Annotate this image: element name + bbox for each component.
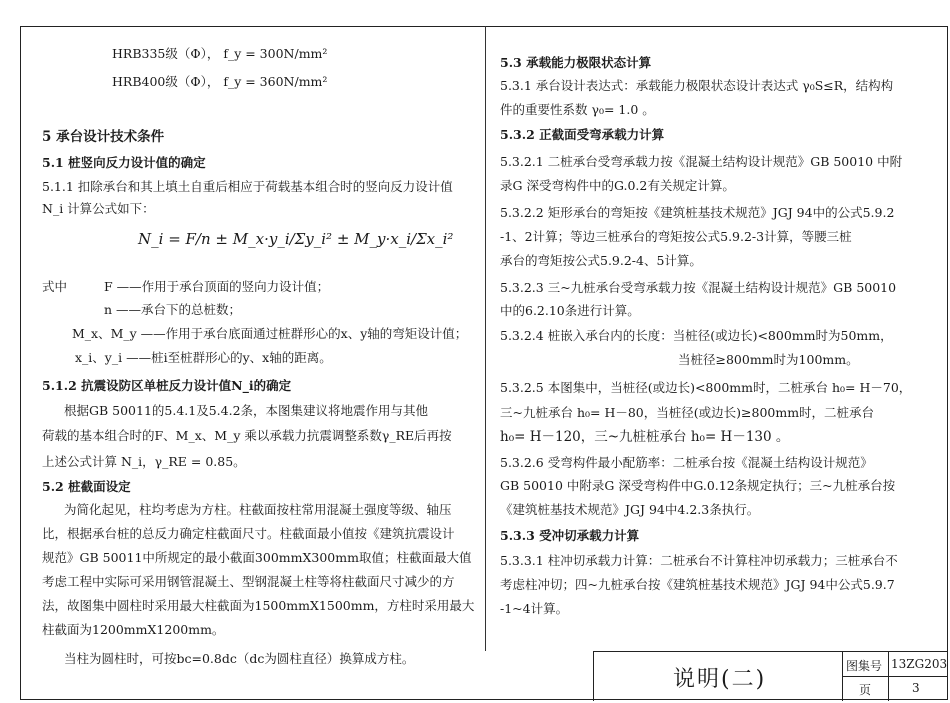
para-5-3-3-1-a: 5.3.3.1 柱冲切承载力计算：二桩承台不计算柱冲切承载力；三桩承台不 xyxy=(500,553,898,568)
atlas-number-label: 图集号 xyxy=(846,659,883,673)
para-5-3-2-1-a: 5.3.2.1 二桩承台受弯承载力按《混凝土结构设计规范》GB 50010 中附 xyxy=(500,154,903,169)
def-F: F ——作用于承台顶面的竖向力设计值； xyxy=(104,279,330,294)
para-5-2-e: 法，故图集中圆柱时采用最大柱截面为1500mmX1500mm，方柱时采用最大 xyxy=(42,598,475,613)
para-5-3-1-b: 件的重要性系数 γ₀= 1.0 。 xyxy=(500,102,655,117)
para-5-2-a: 为简化起见，柱均考虑为方柱。柱截面按柱常用混凝土强度等级、轴压 xyxy=(64,502,452,517)
page-number: 3 xyxy=(912,681,920,695)
section-5-1-2-heading: 5.1.2 抗震设防区单桩反力设计值N_i的确定 xyxy=(42,378,292,393)
sheet-title: 说明(二) xyxy=(673,667,767,692)
steel-grade-hrb335: HRB335级（Φ）， f_y = 300N/mm² xyxy=(112,46,328,61)
para-5-1-2-b: 荷载的基本组合时的F、M_x、M_y 乘以承载力抗震调整系数γ_RE后再按 xyxy=(42,428,452,443)
para-5-3-2-5-b: 三~九桩承台 h₀= H－80，当桩径(或边长)≥800mm时，二桩承台 xyxy=(500,405,875,420)
para-5-3-2-4-b: 当桩径≥800mm时为100mm。 xyxy=(678,352,859,367)
para-5-3-2-2-a: 5.3.2.2 矩形承台的弯矩按《建筑桩基技术规范》JGJ 94中的公式5.9.2 xyxy=(500,205,895,220)
section-5-3-heading: 5.3 承载能力极限状态计算 xyxy=(500,55,652,70)
para-5-3-2-1-b: 录G 深受弯构件中的G.0.2有关规定计算。 xyxy=(500,178,735,193)
para-5-3-3-1-b: 考虑柱冲切；四~九桩承台按《建筑桩基技术规范》JGJ 94中公式5.9.7 xyxy=(500,577,895,592)
para-5-3-2-5-a: 5.3.2.5 本图集中，当桩径(或边长)<800mm时，二桩承台 h₀= H－70， xyxy=(500,380,912,395)
para-5-3-2-6-c: 《建筑桩基技术规范》JGJ 94中4.2.3条执行。 xyxy=(500,502,760,517)
para-5-3-2-3-b: 中的6.2.10条进行计算。 xyxy=(500,303,640,318)
section-5-3-2-heading: 5.3.2 正截面受弯承载力计算 xyxy=(500,127,665,142)
para-5-3-1-a: 5.3.1 承台设计表达式：承载能力极限状态设计表达式 γ₀S≤R，结构构 xyxy=(500,78,894,93)
para-5-3-2-3-a: 5.3.2.3 三~九桩承台受弯承载力按《混凝土结构设计规范》GB 50010 xyxy=(500,280,897,295)
para-5-3-2-2-b: -1、2计算；等边三桩承台的弯矩按公式5.9.2-3计算，等腰三桩 xyxy=(500,229,852,244)
para-5-2-d: 考虑工程中实际可采用钢管混凝土、型钢混凝土柱等将柱截面尺寸减少的方 xyxy=(42,574,455,589)
def-n: n ——承台下的总桩数； xyxy=(104,302,242,317)
para-5-3-2-6-a: 5.3.2.6 受弯构件最小配筋率：二桩承台按《混凝土结构设计规范》 xyxy=(500,455,873,470)
section-5-3-3-heading: 5.3.3 受冲切承载力计算 xyxy=(500,528,640,543)
def-xi-yi: x_i、y_i ——桩i至桩群形心的y、x轴的距离。 xyxy=(75,350,332,365)
column-divider xyxy=(485,26,486,651)
reaction-formula: N_i = F/n ± M_x·y_i/Σy_i² ± M_y·x_i/Σx_i² xyxy=(138,230,454,248)
para-5-1-2-c: 上述公式计算 N_i，γ_RE = 0.85。 xyxy=(42,454,246,469)
para-5-3-3-1-c: -1~4计算。 xyxy=(500,601,569,616)
para-5-3-2-6-b: GB 50010 中附录G 深受弯构件中G.0.12条规定执行；三~九桩承台按 xyxy=(500,478,896,493)
para-5-2-c: 规范》GB 50011中所规定的最小截面300mmX300mm取值；柱截面最大值 xyxy=(42,550,472,565)
page-label: 页 xyxy=(859,683,872,697)
section-5-heading: 5 承台设计技术条件 xyxy=(42,129,165,145)
title-block xyxy=(593,651,948,700)
para-5-1-1-a: 5.1.1 扣除承台和其上填土自重后相应于荷载基本组合时的竖向反力设计值 xyxy=(42,179,453,194)
para-5-3-2-4-a: 5.3.2.4 桩嵌入承台内的长度：当桩径(或边长)<800mm时为50mm， xyxy=(500,328,893,343)
where-label: 式中 xyxy=(42,279,68,294)
para-5-3-2-2-c: 承台的弯矩按公式5.9.2-4、5计算。 xyxy=(500,253,702,268)
atlas-number: 13ZG203 xyxy=(891,657,948,671)
section-5-1-heading: 5.1 桩竖向反力设计值的确定 xyxy=(42,155,206,170)
para-5-2-g: 当柱为圆柱时，可按bc=0.8dc（dc为圆柱直径）换算成方柱。 xyxy=(64,651,415,666)
para-5-1-1-b: N_i 计算公式如下： xyxy=(42,201,155,216)
para-5-1-2-a: 根据GB 50011的5.4.1及5.4.2条，本图集建议将地震作用与其他 xyxy=(64,403,429,418)
para-5-2-f: 柱截面为1200mmX1200mm。 xyxy=(42,622,225,637)
para-5-2-b: 比，根据承台桩的总反力确定柱截面尺寸。柱截面最小值按《建筑抗震设计 xyxy=(42,526,455,541)
def-Mx-My: M_x、M_y ——作用于承台底面通过桩群形心的x、y轴的弯矩设计值； xyxy=(72,326,468,341)
para-5-3-2-5-c: h₀= H－120，三~九桩桩承台 h₀= H－130 。 xyxy=(500,429,790,445)
section-5-2-heading: 5.2 桩截面设定 xyxy=(42,479,131,494)
steel-grade-hrb400: HRB400级（Φ）， f_y = 360N/mm² xyxy=(112,74,328,89)
